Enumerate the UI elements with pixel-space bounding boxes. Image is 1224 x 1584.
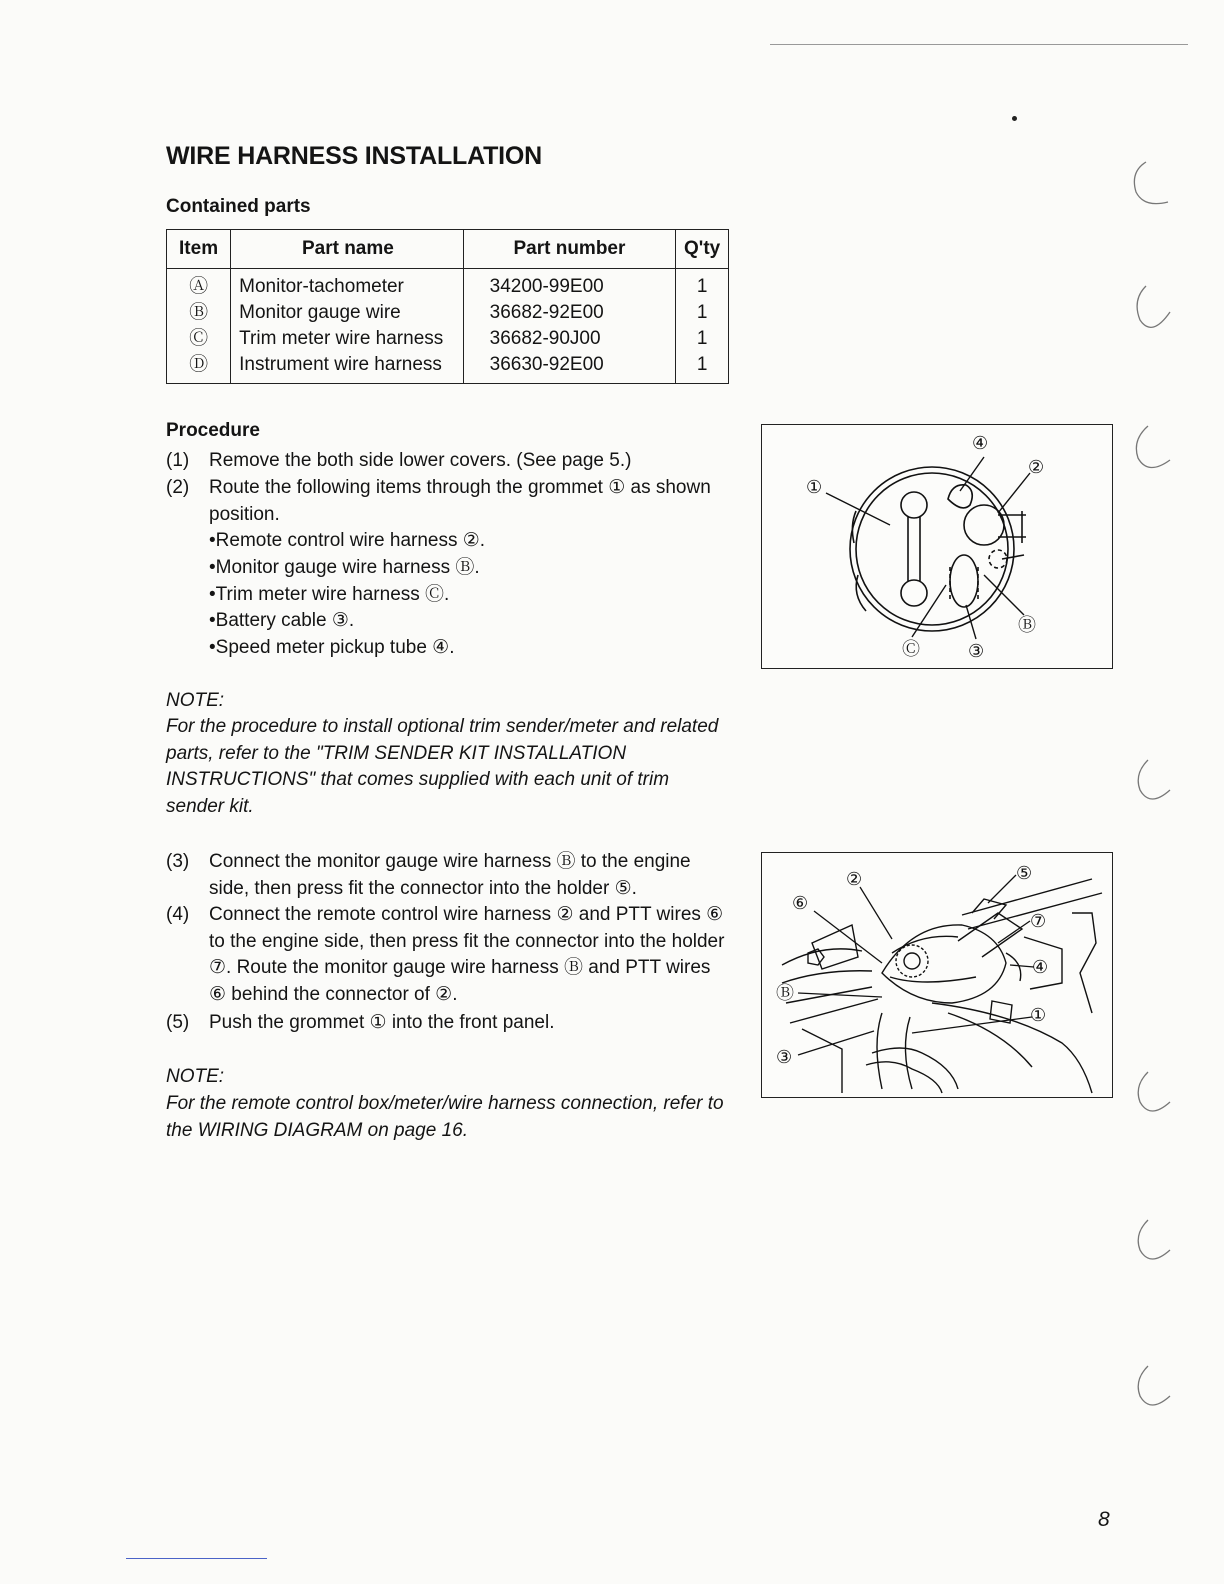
callout-6: ⑥ [792, 893, 809, 914]
item-cell: Ⓒ [167, 326, 231, 352]
connector-plug [896, 945, 928, 977]
item-cell: Ⓑ [167, 300, 231, 326]
scan-dot [1012, 116, 1017, 121]
callout-7: ⑦ [1030, 911, 1047, 932]
binder-hole [1138, 1220, 1170, 1259]
binder-holes [1120, 140, 1180, 1420]
procedure-heading: Procedure [166, 420, 260, 441]
part-number-cell: 34200-99E00 [463, 269, 676, 301]
callout-C: Ⓒ [902, 639, 920, 660]
item-cell: Ⓐ [167, 269, 231, 301]
qty-cell: 1 [676, 300, 729, 326]
leader-C [912, 585, 946, 637]
callout-5: ⑤ [1016, 863, 1033, 884]
grommet-illustration [762, 425, 1112, 668]
leader-1 [826, 493, 890, 525]
clamp [812, 925, 858, 969]
scan-top-line [770, 44, 1188, 45]
leader-4 [1010, 965, 1034, 967]
leader-2 [860, 887, 892, 939]
leader-1 [912, 1017, 1032, 1033]
step-text: Route the following items through the grommet ① as shown position. [209, 477, 711, 525]
callout-2: ② [846, 869, 863, 890]
holder [958, 913, 1022, 957]
leader-3 [966, 605, 976, 639]
table-header-row [167, 230, 729, 269]
connector-figure [761, 852, 1113, 1098]
part-number-cell: 36630-92E00 [463, 352, 676, 384]
note-label: NOTE: [166, 690, 225, 711]
page-number: 8 [1098, 1508, 1110, 1531]
note-text: For the procedure to install optional trim sender/meter and related parts, refer to the "TRIM SENDER KIT INSTALLATION INSTRUCTIONS" that comes supplied with each unit of trim sender kit. [166, 716, 719, 817]
step-text: Push the grommet ① into the front panel. [209, 1012, 555, 1033]
part-name-cell: Trim meter wire harness [231, 326, 463, 352]
table-row [167, 326, 729, 352]
step-number: (3) [166, 851, 190, 872]
callout-4: ④ [972, 433, 989, 454]
binder-hole [1137, 286, 1170, 327]
leader-3 [798, 1031, 874, 1055]
note-label: NOTE: [166, 1066, 225, 1087]
leader-5 [988, 875, 1016, 903]
leader-B [984, 575, 1024, 615]
callout-1: ① [1030, 1005, 1047, 1026]
list-item: •Speed meter pickup tube ④. [209, 637, 455, 658]
grommet-figure [761, 424, 1113, 669]
qty-cell: 1 [676, 352, 729, 384]
speed-pickup-tube-hole [948, 485, 972, 508]
grommet-flange [856, 575, 866, 611]
contained-parts-table [166, 229, 729, 384]
binder-hole [1138, 1072, 1170, 1111]
qty-cell: 1 [676, 269, 729, 301]
bellows [872, 1048, 958, 1089]
binder-hole [1138, 760, 1170, 799]
grommet-inner-ring [856, 473, 1008, 625]
list-item: •Trim meter wire harness Ⓒ. [209, 584, 450, 605]
wire-bundle [782, 949, 872, 983]
binder-hole [1138, 1366, 1170, 1405]
callout-3: ③ [968, 641, 985, 662]
table-row [167, 300, 729, 326]
battery-cable-hole [950, 555, 978, 607]
step-text: Connect the monitor gauge wire harness Ⓑ to the engine side, then press fit the connector into the holder ⑤. [209, 851, 691, 899]
part-name-cell: Instrument wire harness [231, 352, 463, 384]
part-name-cell: Monitor-tachometer [231, 269, 463, 301]
part-number-cell: 36682-90J00 [463, 326, 676, 352]
remote-harness-hole [964, 505, 1004, 545]
callout-3: ③ [776, 1047, 793, 1068]
callout-2: ② [1028, 457, 1045, 478]
callout-4: ④ [1032, 957, 1049, 978]
leader-2 [998, 473, 1030, 513]
step-text: Connect the remote control wire harness ② and PTT wires ⑥ to the engine side, then press fit the connector into the holder ⑦. Route the monitor gauge wire harness Ⓑ and PTT wires ⑥ behind the connector of ②. [209, 904, 725, 1005]
grommet-flange [852, 511, 856, 543]
column-header-item: Item [167, 230, 231, 269]
panel-edge [1072, 913, 1096, 1013]
part-number-cell: 36682-92E00 [463, 300, 676, 326]
step-number: (5) [166, 1012, 190, 1033]
page-title: WIRE HARNESS INSTALLATION [166, 142, 543, 170]
bracket [802, 1029, 842, 1093]
list-item: •Battery cable ③. [209, 610, 355, 631]
harness-stub [998, 511, 1026, 543]
item-cell: Ⓓ [167, 352, 231, 384]
connector-illustration [762, 853, 1112, 1097]
step-text: Remove the both side lower covers. (See page 5.) [209, 450, 632, 471]
list-item: •Remote control wire harness ②. [209, 530, 486, 551]
note-text: For the remote control box/meter/wire harness connection, refer to the WIRING DIAGRAM on page 16. [166, 1093, 724, 1141]
table-row [167, 269, 729, 301]
callout-B: Ⓑ [776, 983, 794, 1004]
scan-bottom-line [126, 1558, 267, 1559]
column-header-qty: Q'ty [676, 230, 729, 269]
step-number: (4) [166, 904, 190, 925]
qty-cell: 1 [676, 326, 729, 352]
step-number: (2) [166, 477, 190, 498]
hole-1 [901, 492, 927, 518]
part-name-cell: Monitor gauge wire [231, 300, 463, 326]
binder-hole [1136, 426, 1170, 468]
contained-parts-heading: Contained parts [166, 196, 311, 217]
callout-1: ① [806, 477, 823, 498]
hole-2 [901, 580, 927, 606]
column-header-part-name: Part name [231, 230, 463, 269]
step-number: (1) [166, 450, 190, 471]
callout-B: Ⓑ [1018, 615, 1036, 636]
table-row [167, 352, 729, 384]
binder-hole [1134, 162, 1168, 204]
list-item: •Monitor gauge wire harness Ⓑ. [209, 557, 480, 578]
column-header-part-number: Part number [463, 230, 676, 269]
